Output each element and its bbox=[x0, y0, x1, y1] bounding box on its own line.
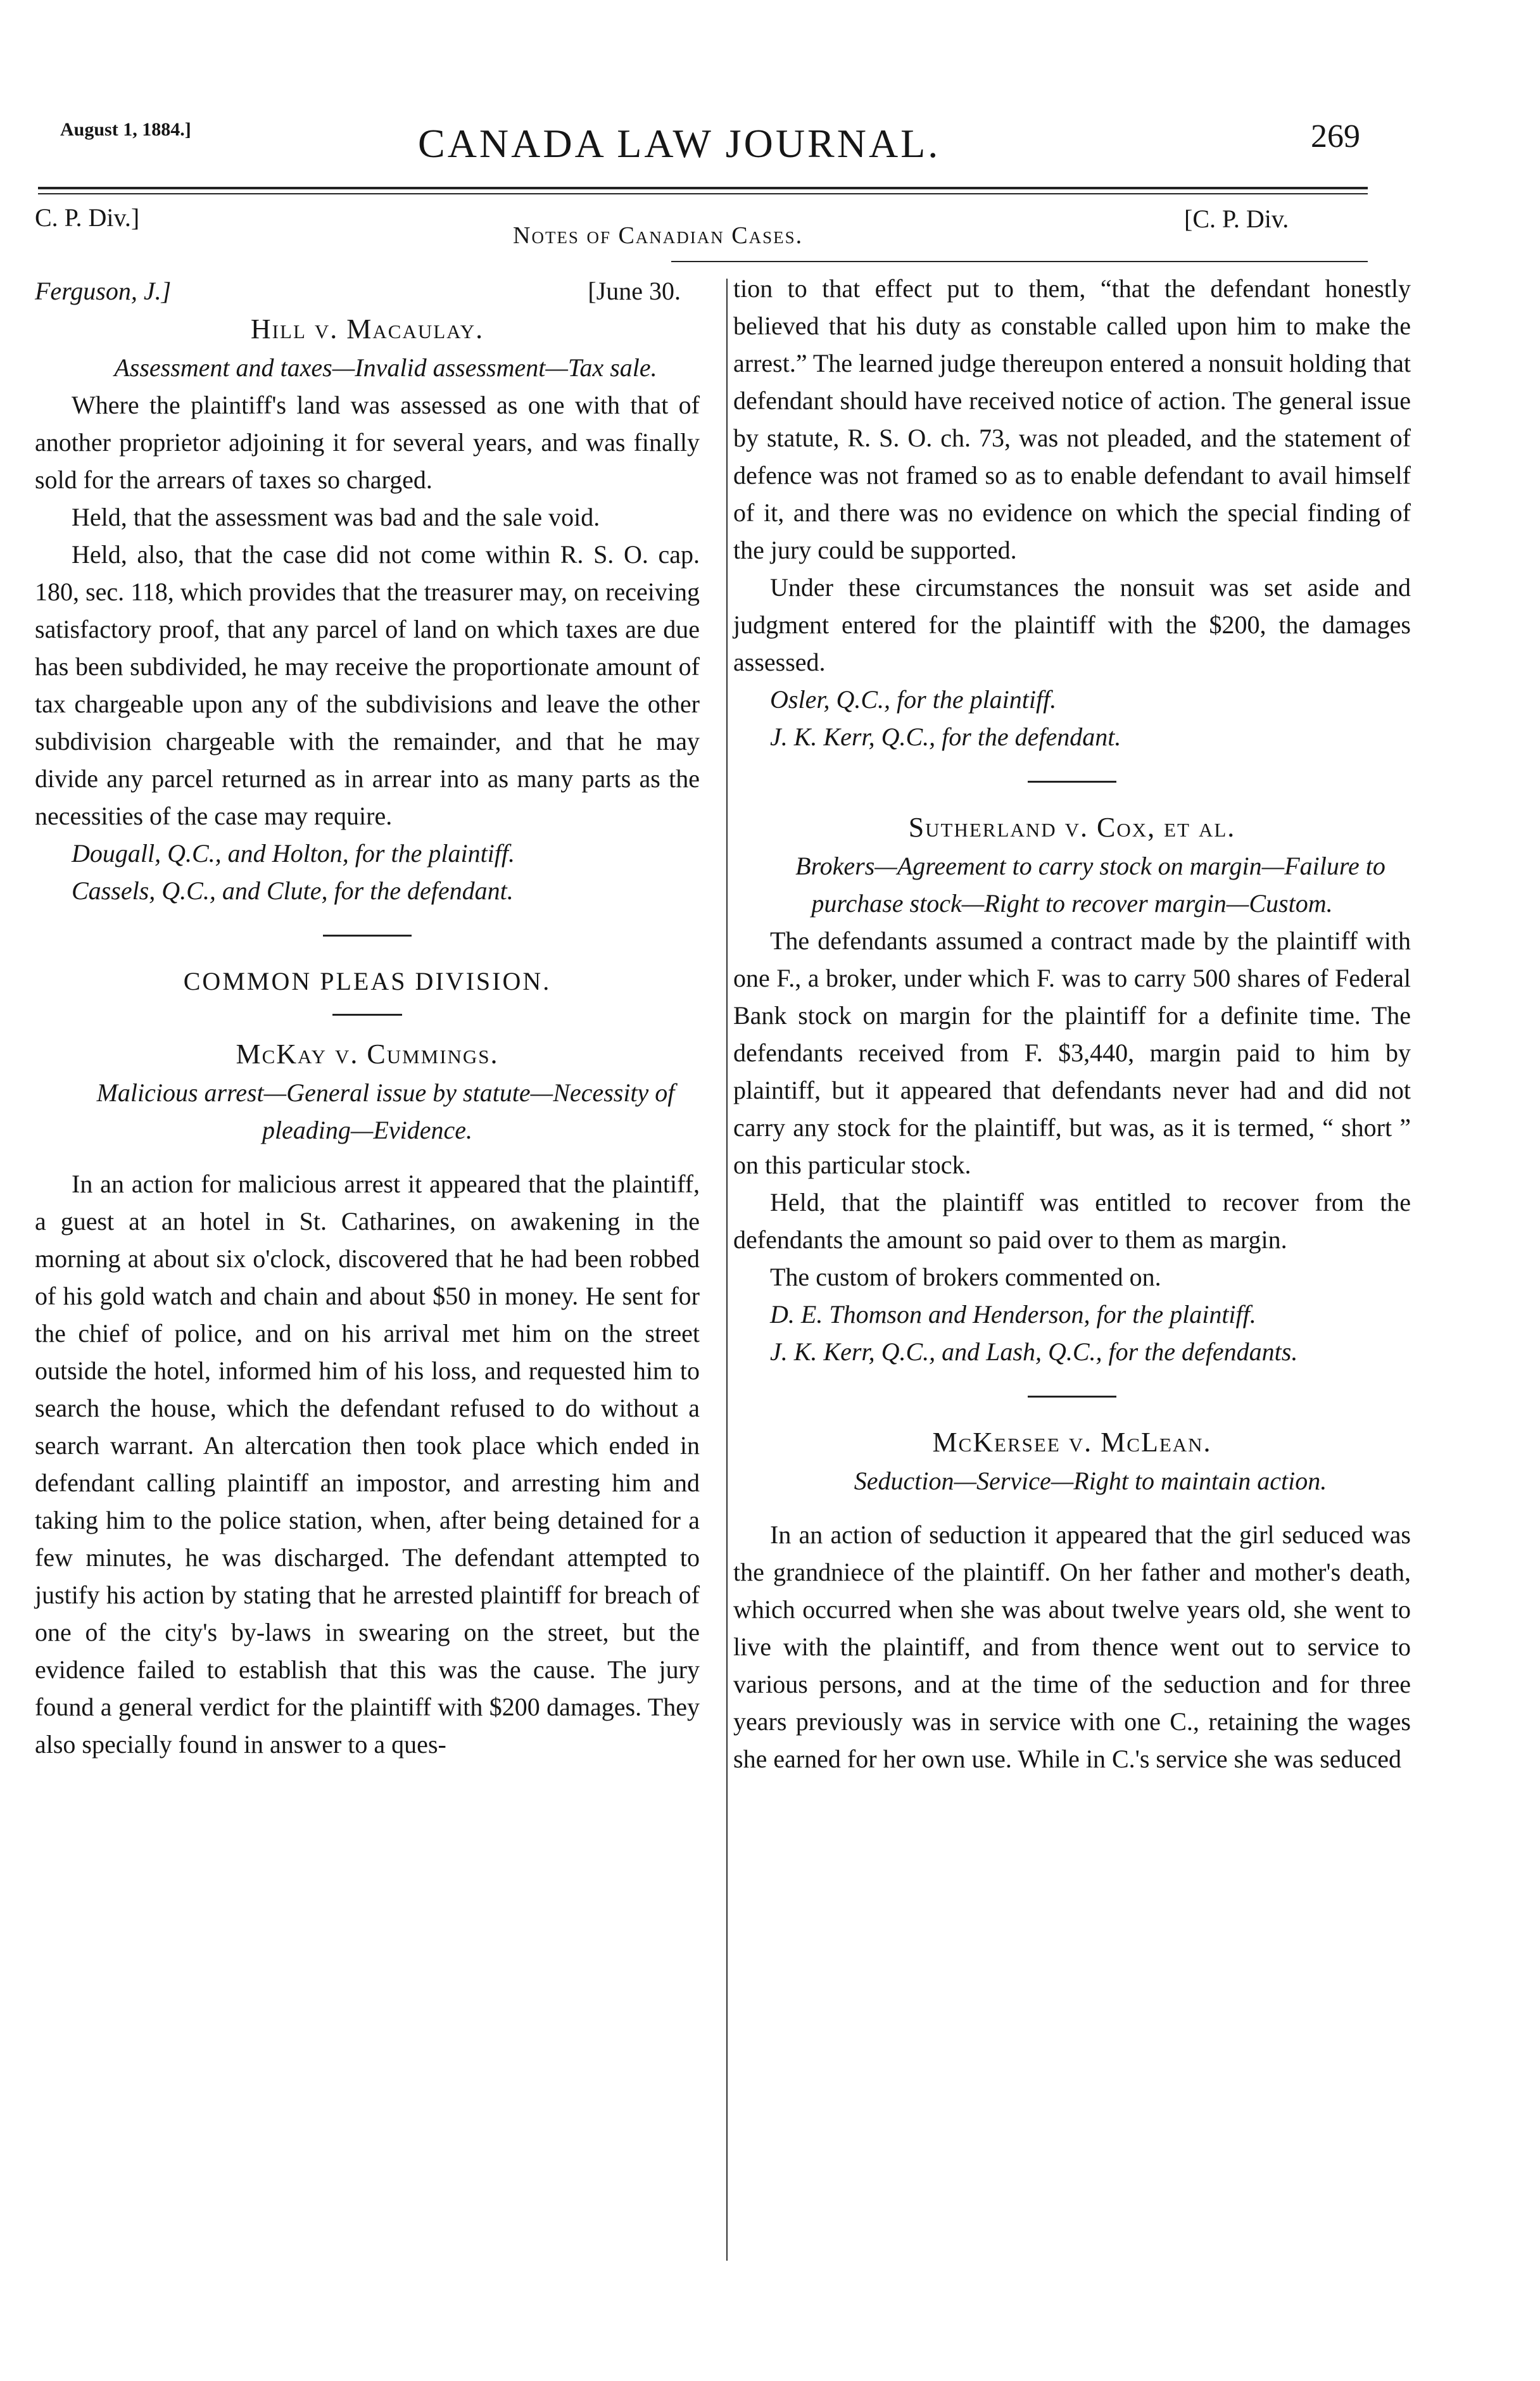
case-holding: Held, also, that the case did not come within R. S. O. cap. 180, sec. 118, which provides that the treasurer may, on receiving satisfactory proof, that any parcel of land on which taxes are due has been subdivided, he may receive the proportionate amount of tax chargeable upon any of the subdivisions and leave the other subdivision chargeable with the remainder, and that he may divide any parcel returned as in arrear into as many parts as the necessities of the case may require. bbox=[35, 540, 700, 830]
case-paragraph: The custom of brokers commented on. bbox=[770, 1263, 1161, 1291]
subheader-rule bbox=[671, 261, 1368, 262]
running-head-section: Notes of Canadian Cases. bbox=[513, 222, 804, 249]
case-judge: Ferguson, J.] bbox=[35, 277, 172, 305]
left-column bbox=[35, 272, 700, 1763]
case-headnote: Assessment and taxes—Invalid assessment—Tax sale. bbox=[114, 353, 657, 382]
counsel-line: D. E. Thomson and Henderson, for the plaintiff. bbox=[770, 1300, 1256, 1329]
case-holding: Held, that the assessment was bad and the sale void. bbox=[72, 503, 600, 531]
section-separator bbox=[332, 1014, 402, 1016]
section-separator bbox=[323, 935, 412, 937]
section-separator bbox=[1028, 1396, 1116, 1398]
issue-date: August 1, 1884.] bbox=[60, 119, 191, 140]
journal-title: CANADA LAW JOURNAL. bbox=[418, 121, 941, 166]
case-paragraph: Where the plaintiff's land was assessed as one with that of another proprietor adjoining it for several years, and was finally sold for the arrears of taxes so charged. bbox=[35, 391, 700, 494]
case-headnote: Malicious arrest—General issue by statute—Necessity of pleading—Evidence. bbox=[96, 1078, 675, 1144]
case-title: Sutherland v. Cox, et al. bbox=[908, 812, 1236, 843]
counsel-line: Dougall, Q.C., and Holton, for the plaintiff. bbox=[72, 839, 515, 868]
case-title: Hill v. Macaulay. bbox=[250, 313, 484, 344]
counsel-line: J. K. Kerr, Q.C., and Lash, Q.C., for the defendants. bbox=[770, 1337, 1298, 1366]
case-paragraph: Under these circumstances the nonsuit was set aside and judgment entered for the plaintiff with the $200, the damages assessed. bbox=[733, 573, 1411, 676]
page-number: 269 bbox=[1311, 118, 1360, 155]
right-column bbox=[733, 270, 1411, 1778]
case-paragraph: In an action of seduction it appeared that the girl seduced was the grandniece of the plaintiff. On her father and mother's death, which occurred when she was about twelve years old, she went to live with the plaintiff, and from thence went out to service to various persons, and at the time of the seduction and for three years previously was in service with one C., retaining the wages she earned for her own use. While in C.'s service she was seduced bbox=[733, 1520, 1411, 1773]
case-paragraph: tion to that effect put to them, “that the defendant honestly believed that his duty as constable called upon him to make the arrest.” The learned judge thereupon entered a nonsuit holding that defendant should have received notice of action. The general issue by statute, R. S. O. ch. 73, was not pleaded, and the statement of defence was not framed so as to enable defendant to avail himself of it, and there was no evidence on which the special finding of the jury could be supported. bbox=[733, 274, 1411, 564]
division-heading: COMMON PLEAS DIVISION. bbox=[183, 967, 552, 995]
running-head-right: [C. P. Div. bbox=[1184, 205, 1289, 233]
header-rule bbox=[38, 187, 1368, 189]
case-headnote: Seduction—Service—Right to maintain action. bbox=[854, 1467, 1327, 1495]
header-rule-thin bbox=[38, 193, 1368, 194]
running-head-left: C. P. Div.] bbox=[35, 203, 140, 232]
counsel-line: Osler, Q.C., for the plaintiff. bbox=[770, 685, 1057, 714]
column-divider bbox=[726, 279, 728, 2261]
case-headnote: Brokers—Agreement to carry stock on margin—Failure to purchase stock—Right to recover margin—Custom. bbox=[795, 852, 1385, 918]
case-date: [June 30. bbox=[588, 277, 681, 305]
case-title: McKersee v. McLean. bbox=[932, 1427, 1212, 1458]
case-paragraph: The defendants assumed a contract made by the plaintiff with one F., a broker, under which F. was to carry 500 shares of Federal Bank stock on margin for the plaintiff for a definite time. The defendants received from F. $3,440, margin paid to him by plaintiff, but it appeared that defendants never had and did not carry any stock for the plaintiff, but was, as it is termed, “ short ” on this particular stock. bbox=[733, 926, 1411, 1179]
counsel-line: Cassels, Q.C., and Clute, for the defendant. bbox=[72, 876, 514, 905]
case-paragraph: In an action for malicious arrest it appeared that the plaintiff, a guest at an hotel in St. Catharines, on awakening in the morning at about six o'clock, discovered that he had been robbed of his gold watch and chain and about $50 in money. He sent for the chief of police, and on his arrival met him on the street outside the hotel, informed him of his loss, and requested him to search the house, which the defendant refused to do without a search warrant. An altercation then took place which ended in defendant calling plaintiff an impostor, and arresting him and taking him to the police station, when, after being detained for a few minutes, he was discharged. The defendant attempted to justify his action by stating that he arrested plaintiff for breach of one of the city's by-laws in swearing on the street, but the evidence failed to establish that this was the cause. The jury found a general verdict for the plaintiff with $200 damages. They also specially found in answer to a ques- bbox=[35, 1170, 700, 1759]
case-judge-line bbox=[35, 272, 700, 310]
counsel-line: J. K. Kerr, Q.C., for the defendant. bbox=[770, 723, 1121, 751]
case-title: McKay v. Cummings. bbox=[236, 1039, 499, 1070]
section-separator bbox=[1028, 781, 1116, 783]
case-holding: Held, that the plaintiff was entitled to recover from the defendants the amount so paid over to them as margin. bbox=[733, 1188, 1411, 1254]
